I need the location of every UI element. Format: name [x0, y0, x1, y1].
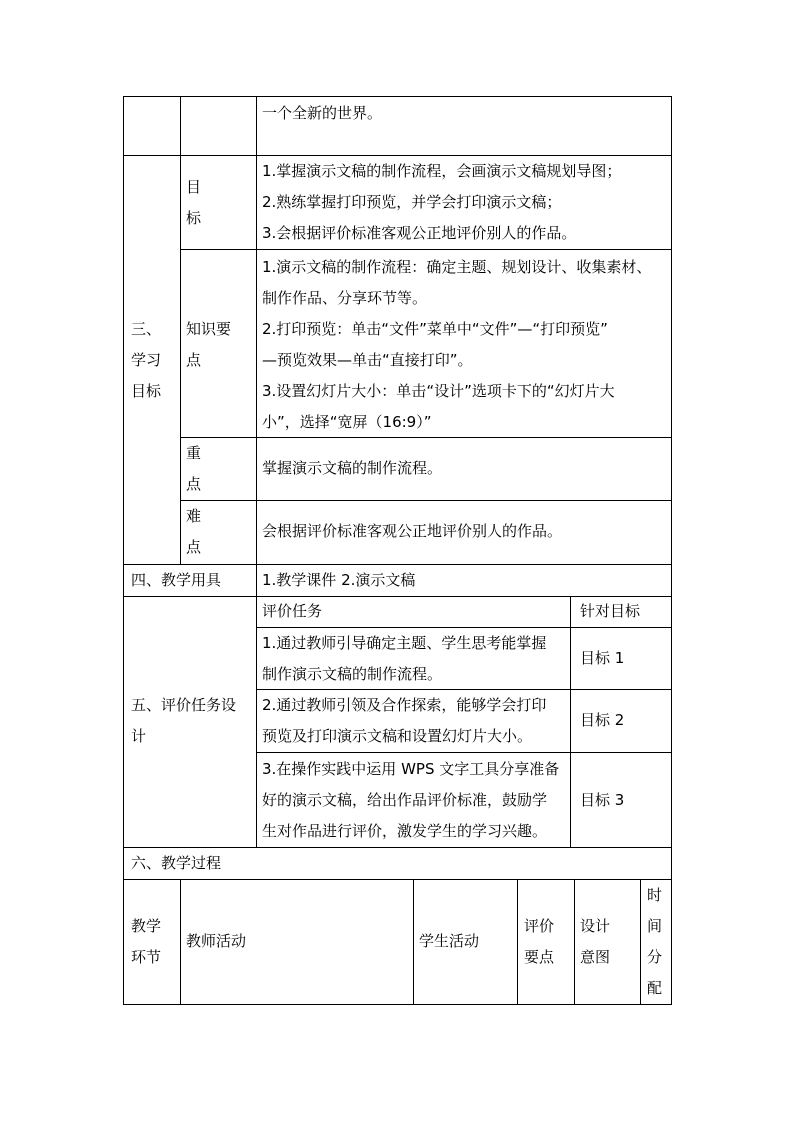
- section4-text: [262, 565, 415, 596]
- difficulty-label: [186, 501, 201, 563]
- key-point-label: [186, 438, 201, 500]
- knowledge-line: 3.设置幻灯片大小：单击“设计”选项卡下的“幻灯片大: [262, 382, 615, 400]
- knowledge-label-line: 点: [186, 351, 202, 369]
- student-header: [419, 926, 479, 957]
- target-row-1: [580, 643, 624, 674]
- difficulty-label-line: 点: [186, 538, 202, 556]
- goal-item: 3.会根据评价标准客观公正地评价别人的作品。: [262, 224, 577, 242]
- task-line: 2.通过教师引领及合作探索，能够学会打印: [262, 696, 547, 714]
- section4-line: 1.教学课件 2.演示文稿: [262, 571, 416, 589]
- section6-label: [131, 848, 221, 879]
- difficulty-text: [262, 516, 562, 547]
- task-line: 好的演示文稿，给出作品评价标准，鼓励学: [262, 791, 548, 809]
- task-header-text: 评价任务: [262, 602, 323, 620]
- task-line: 1.通过教师引导确定主题、学生思考能掌握: [262, 634, 547, 652]
- knowledge-line: 1.演示文稿的制作流程：确定主题、规划设计、收集素材、: [262, 258, 652, 276]
- knowledge-line: 2.打印预览：单击“文件”菜单中“文件”—“打印预览”: [262, 320, 608, 338]
- section3-label: [131, 314, 161, 407]
- task-header: [262, 596, 322, 627]
- goals-list: [262, 156, 621, 249]
- goals-label-line: 目: [186, 178, 202, 196]
- task-line: 制作演示文稿的制作流程。: [262, 665, 443, 683]
- design-header-line: 意图: [580, 948, 611, 966]
- goal-item: 2.熟练掌握打印预览，并学会打印演示文稿；: [262, 193, 562, 211]
- design-header: [580, 911, 610, 973]
- knowledge-line: 制作作品、分享环节等。: [262, 289, 428, 307]
- key-point-label-line: 重: [186, 444, 202, 462]
- lesson-plan-table: [123, 96, 672, 1005]
- time-header-line: 配: [647, 979, 663, 997]
- time-header-line: 间: [647, 917, 663, 935]
- teacher-header-line: 教师活动: [186, 932, 247, 950]
- student-header-line: 学生活动: [419, 932, 480, 950]
- teacher-header: [186, 926, 246, 957]
- stage-header-line: 教学: [131, 917, 162, 935]
- section3-label-line: 目标: [131, 382, 162, 400]
- task-line: 生对作品进行评价，激发学生的学习兴趣。: [262, 822, 548, 840]
- time-header-line: 分: [647, 948, 663, 966]
- stage-header: [131, 911, 161, 973]
- section6-label-line: 六、教学过程: [131, 854, 222, 872]
- knowledge-line: 小”，选择“宽屏（16:9）”: [262, 413, 432, 431]
- stage-header-line: 环节: [131, 948, 162, 966]
- target-text: 目标 3: [580, 791, 625, 809]
- intro-line: 一个全新的世界。: [262, 104, 383, 122]
- goals-label: [186, 172, 201, 234]
- section5-label-line: 五、评价任务设: [131, 696, 237, 714]
- task-line: 3.在操作实践中运用 WPS 文字工具分享准备: [262, 760, 560, 778]
- eval-header-line: 评价: [524, 917, 555, 935]
- eval-header-line: 要点: [524, 948, 555, 966]
- goal-item: 1.掌握演示文稿的制作流程，会画演示文稿规划导图；: [262, 162, 622, 180]
- time-header-line: 时: [647, 886, 663, 904]
- section3-label-line: 学习: [131, 351, 162, 369]
- knowledge-text: [262, 252, 651, 438]
- task-row-3: [262, 754, 559, 847]
- task-line: 预览及打印演示文稿和设置幻灯片大小。: [262, 727, 533, 745]
- design-header-line: 设计: [580, 917, 611, 935]
- target-header-text: 针对目标: [580, 602, 641, 620]
- difficulty-label-line: 难: [186, 507, 202, 525]
- knowledge-label-line: 知识要: [186, 320, 232, 338]
- task-row-2: [262, 690, 546, 752]
- target-header: [580, 596, 640, 627]
- target-row-2: [580, 705, 624, 736]
- target-text: 目标 1: [580, 649, 625, 667]
- key-point-label-line: 点: [186, 475, 202, 493]
- knowledge-label: [186, 314, 231, 376]
- difficulty-line: 会根据评价标准客观公正地评价别人的作品。: [262, 522, 563, 540]
- goals-label-line: 标: [186, 209, 202, 227]
- key-point-line: 掌握演示文稿的制作流程。: [262, 459, 443, 477]
- eval-header: [524, 911, 554, 973]
- task-row-1: [262, 628, 546, 690]
- section5-label: [131, 690, 236, 752]
- intro-text: [262, 98, 382, 129]
- target-text: 目标 2: [580, 711, 625, 729]
- knowledge-line: —预览效果—单击“直接打印”。: [262, 351, 473, 369]
- section3-label-line: 三、: [131, 320, 162, 338]
- section4-label-line: 四、教学用具: [131, 571, 222, 589]
- section5-label-line: 计: [131, 727, 147, 745]
- key-point-text: [262, 453, 442, 484]
- section4-label: [131, 565, 221, 596]
- time-header: [647, 880, 662, 1004]
- target-row-3: [580, 785, 624, 816]
